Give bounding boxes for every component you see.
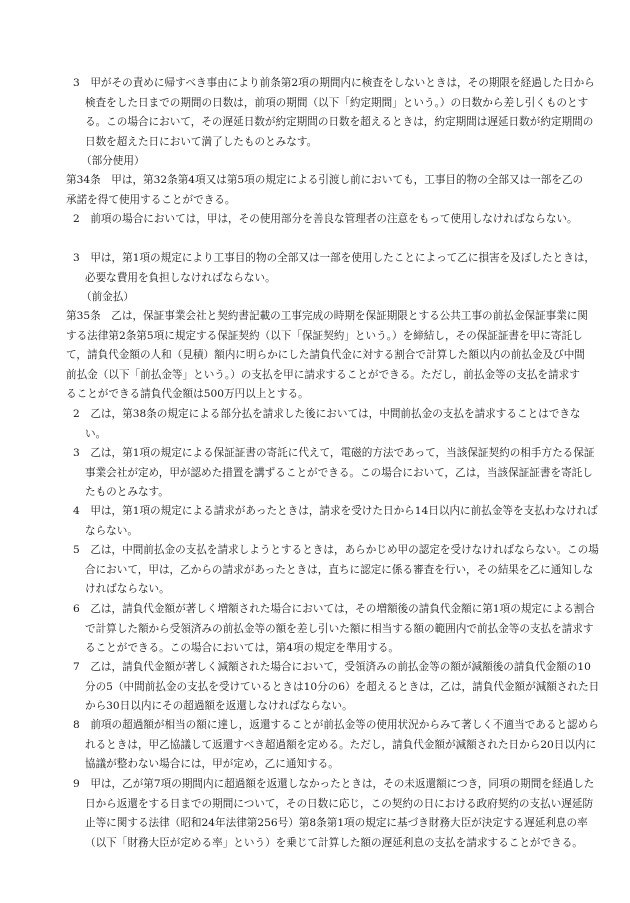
paragraph-35-8: 8 前項の超過額が相当の額に達し，返還することが前払金等の使用状況からみて著しく不適当であると認められるときは，甲乙協議して返還すべき超過額を定める。ただし，請負代金額が減額された日から20日以内に協議が整わない場合には，甲が定め，乙に通知する。 [73,719,599,770]
paragraph-35-2: 2 乙は，第38条の規定による部分払を請求した後においては，中間前払金の支払を請求することはできない。 [73,408,581,440]
heading-partial-use: （部分使用） [81,155,145,167]
paragraph-35-3: 3 乙は，第1項の規定による保証証書の寄託に代えて，電磁的方法であって，当該保証契約の相手方たる保証事業会社が定め，甲が認めた措置を講ずることができる。この場合において，乙は，当該保証証書を寄託したものとみなす。 [73,447,595,498]
paragraph-35-9: 9 甲は，乙が第7項の期間内に超過額を返還しなかったときは，その未返還額につき，同項の期間を経過した日から返還をする日までの期間について，その日数に応じ，この契約の日における政府契約の支払い遅延防止等に関する法律（昭和24年法律第256号）第8条第1項の規定に基づき財務大臣が決定する遅延利息の率（以下「財務大臣が定める率」という）を乗じて計算した額の遅延利息の支払を請求することができる。 [73,778,595,849]
paragraph-35-7: 7 乙は，請負代金額が著しく減額された場合において，受領済みの前払金等の額が減額後の請負代金額の10分の5（中間前払金の支払を受けているときは10分の6）を超えるときは，乙は，請負代金額が減額された日から30日以内にその超過額を返還しなければならない。 [73,661,600,712]
paragraph-33-3: 3 甲がその責めに帰すべき事由により前条第2項の期間内に検査をしないときは，その期限を経過した日から検査をした日までの期間の日数は，前項の期間（以下「約定期間」という。）の日数から差し引くものとする。この場合において，その遅延日数が約定期間の日数を超えるときは，約定期間は遅延日数が約定期間の日数を超えた日において満了したものとみなす。 [73,77,595,148]
paragraph-35-5: 5 乙は，中間前払金の支払を請求しようとするときは，あらかじめ甲の認定を受けなければならない。この場合において，甲は，乙からの請求があったときは，直ちに認定に係る審査を行い，その結果を乙に通知しなければならない。 [73,544,599,595]
paragraph-35-6: 6 乙は，請負代金額が著しく増額された場合においては，その増額後の請負代金額に第1項の規定による割合で計算した額から受領済みの前払金等の額を差し引いた額に相当する額の範囲内で前払金等の支払を請求することができる。この場合においては，第4項の規定を準用する。 [73,603,595,654]
paragraph-35-4: 4 甲は，第1項の規定による請求があったときは，請求を受けた日から14日以内に前払金等を支払わなければならない。 [73,505,598,537]
article-34: 第34条 甲は，第32条第4項又は第5項の規定による引渡し前においても，工事目的物の全部又は一部を乙の承諾を得て使用することができる。 [66,174,584,206]
paragraph-34-2: 2 前項の場合においては，甲は，その使用部分を善良な管理者の注意をもって使用しなければならない。 [73,213,578,225]
article-35: 第35条 乙は，保証事業会社と契約書記載の工事完成の時期を保証期限とする公共工事の前払金保証事業に関する法律第2条第5項に規定する保証契約（以下「保証契約」という。）を締結し，その保証証書を甲に寄託して，請負代金額の人和（見積）額内に明らかにした請負代金に対する割合で計算した額以内の前払金及び中間前払金（以下「前払金等」という。）の支払を甲に請求することができる。ただし，前払金等の支払を請求することができる請負代金額は500万円以上とする。 [66,310,588,400]
heading-advance-payment: （前金払） [81,291,134,303]
paragraph-34-3: 3 甲は，第1項の規定により工事目的物の全部又は一部を使用したことによって乙に損害を及ぼしたときは，必要な費用を負担しなければならない。 [73,252,595,284]
